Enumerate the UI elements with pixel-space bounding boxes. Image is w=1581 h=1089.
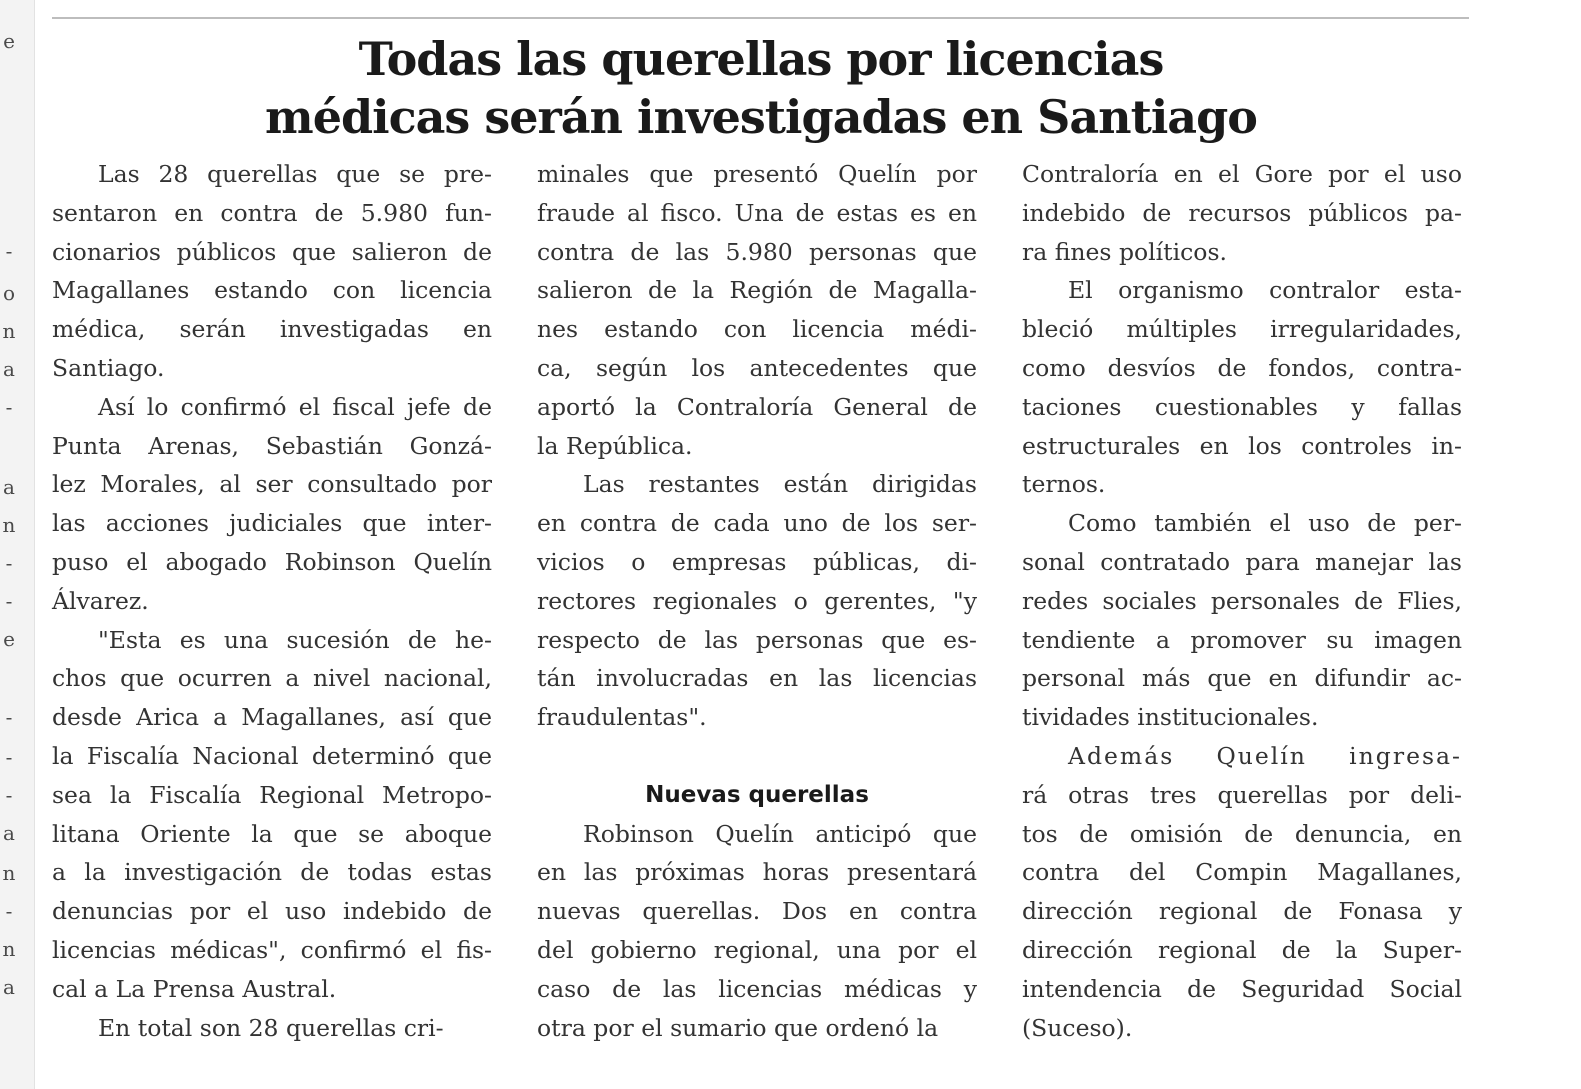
strip-fragment: - [5,745,13,769]
article-column-3 [1022,155,1462,1047]
article-line: Las restantes están dirigidas [583,470,977,499]
article-line: tendiente a promover su imagen [1022,625,1462,654]
article-line: aportó la Contraloría General de [537,392,977,421]
article-line: la Fiscalía Nacional determinó que [52,741,492,770]
article-line: En total son 28 querellas cri- [98,1013,444,1042]
strip-fragment: - [5,551,13,575]
article-line: bleció múltiples irregularidades, [1022,315,1462,344]
strip-fragment: - [5,395,13,419]
article-line: Santiago. [52,353,165,382]
article-line: sea la Fiscalía Regional Metropo- [52,780,492,809]
article-line: desde Arica a Magallanes, así que [52,703,492,732]
article-line: salieron de la Región de Magalla- [537,276,977,305]
article-line: redes sociales personales de Flies, [1022,586,1462,615]
article-line: Las 28 querellas que se pre- [98,160,492,188]
article-line: chos que ocurren a nivel nacional, [52,664,492,693]
article-line: denuncias por el uso indebido de [52,897,492,926]
article-line: sentaron en contra de 5.980 fun- [52,198,492,227]
top-divider [52,17,1469,19]
article-line: taciones cuestionables y fallas [1022,392,1462,421]
article-line: la República. [537,431,693,460]
article-line: Así lo confirmó el fiscal jefe de [98,392,492,421]
article-line: cal a La Prensa Austral. [52,974,337,1003]
article-line: caso de las licencias médicas y [537,974,977,1003]
strip-fragment: a [3,357,15,381]
article-line: fraudulentas". [537,703,707,732]
article-line: intendencia de Seguridad Social [1022,974,1462,1003]
strip-fragment: n [2,319,16,343]
strip-fragment: - [5,589,13,613]
article-line: ternos. [1022,470,1106,499]
strip-fragment: e [3,627,15,651]
article-line: ra fines políticos. [1022,237,1227,266]
article-line: otra por el sumario que ordenó la [537,1013,939,1042]
strip-fragment: - [5,899,13,923]
article-column-1 [52,155,492,1047]
article-line: minales que presentó Quelín por [537,160,977,188]
article-line: Robinson Quelín anticipó que [583,819,977,848]
article-line: a la investigación de todas estas [52,858,492,887]
article-line: en contra de cada uno de los ser- [537,509,977,538]
article-line: puso el abogado Robinson Quelín [52,547,492,576]
headline-line-2: médicas serán investigadas en Santiago [265,90,1257,144]
section-subhead: Nuevas querellas [645,781,869,808]
article-line: "Esta es una sucesión de he- [98,625,492,654]
article-line: ca, según los antecedentes que [537,353,977,382]
article-line: Álvarez. [52,586,149,615]
article-line: tividades institucionales. [1022,703,1319,732]
section-gap [537,737,977,776]
article-line: como desvíos de fondos, contra- [1022,353,1462,382]
article-line: respecto de las personas que es- [537,625,977,654]
strip-fragment: n [2,937,16,961]
strip-fragment: a [3,475,15,499]
adjacent-article-strip [0,0,35,1089]
article-line: rá otras tres querellas por deli- [1022,780,1462,809]
article-line: contra del Compin Magallanes, [1022,858,1462,887]
article-line: cionarios públicos que salieron de [52,237,492,266]
article-line: El organismo contralor esta- [1068,276,1462,305]
article-line: en las próximas horas presentará [537,858,977,887]
article-line: las acciones judiciales que inter- [52,509,492,538]
article-line: rectores regionales o gerentes, "y [537,586,977,615]
strip-fragment: e [3,29,15,53]
article-line: fraude al fisco. Una de estas es en [537,198,977,227]
headline-line-1: Todas las querellas por licencias [358,32,1164,86]
article-line: estructurales en los controles in- [1022,431,1462,460]
strip-fragment: - [5,783,13,807]
article-line: tos de omisión de denuncia, en [1022,819,1462,848]
article-line: vicios o empresas públicas, di- [537,547,977,576]
strip-fragment: a [3,975,15,999]
strip-fragment: n [2,513,16,537]
article-line: Contraloría en el Gore por el uso [1022,160,1462,188]
article-line: Magallanes estando con licencia [52,276,492,305]
article-column-2 [537,155,977,1047]
article-line: del gobierno regional, una por el [537,935,977,964]
article-line: litana Oriente la que se aboque [52,819,492,848]
article-line: (Suceso). [1022,1013,1133,1042]
strip-fragment: n [2,861,16,885]
article-line: Además Quelín ingresa- [1068,741,1462,770]
article-line: lez Morales, al ser consultado por [52,470,492,499]
article-line: dirección regional de Fonasa y [1022,897,1462,926]
strip-fragment: - [5,705,13,729]
article-line: indebido de recursos públicos pa- [1022,198,1462,227]
article-line: nuevas querellas. Dos en contra [537,897,977,926]
article-line: Como también el uso de per- [1068,509,1462,538]
article-line: Punta Arenas, Sebastián Gonzá- [52,431,492,460]
strip-fragment: o [2,281,16,305]
strip-fragment: - [5,239,13,263]
article-line: personal más que en difundir ac- [1022,664,1462,693]
article-headline [52,30,1470,146]
article-line: nes estando con licencia médi- [537,315,977,344]
article-line: licencias médicas", confirmó el fis- [52,935,492,964]
article-line: contra de las 5.980 personas que [537,237,977,266]
strip-fragment: a [3,821,15,845]
article-line: dirección regional de la Super- [1022,935,1462,964]
article-line: sonal contratado para manejar las [1022,547,1462,576]
article-line: tán involucradas en las licencias [537,664,977,693]
article-line: médica, serán investigadas en [52,315,492,344]
